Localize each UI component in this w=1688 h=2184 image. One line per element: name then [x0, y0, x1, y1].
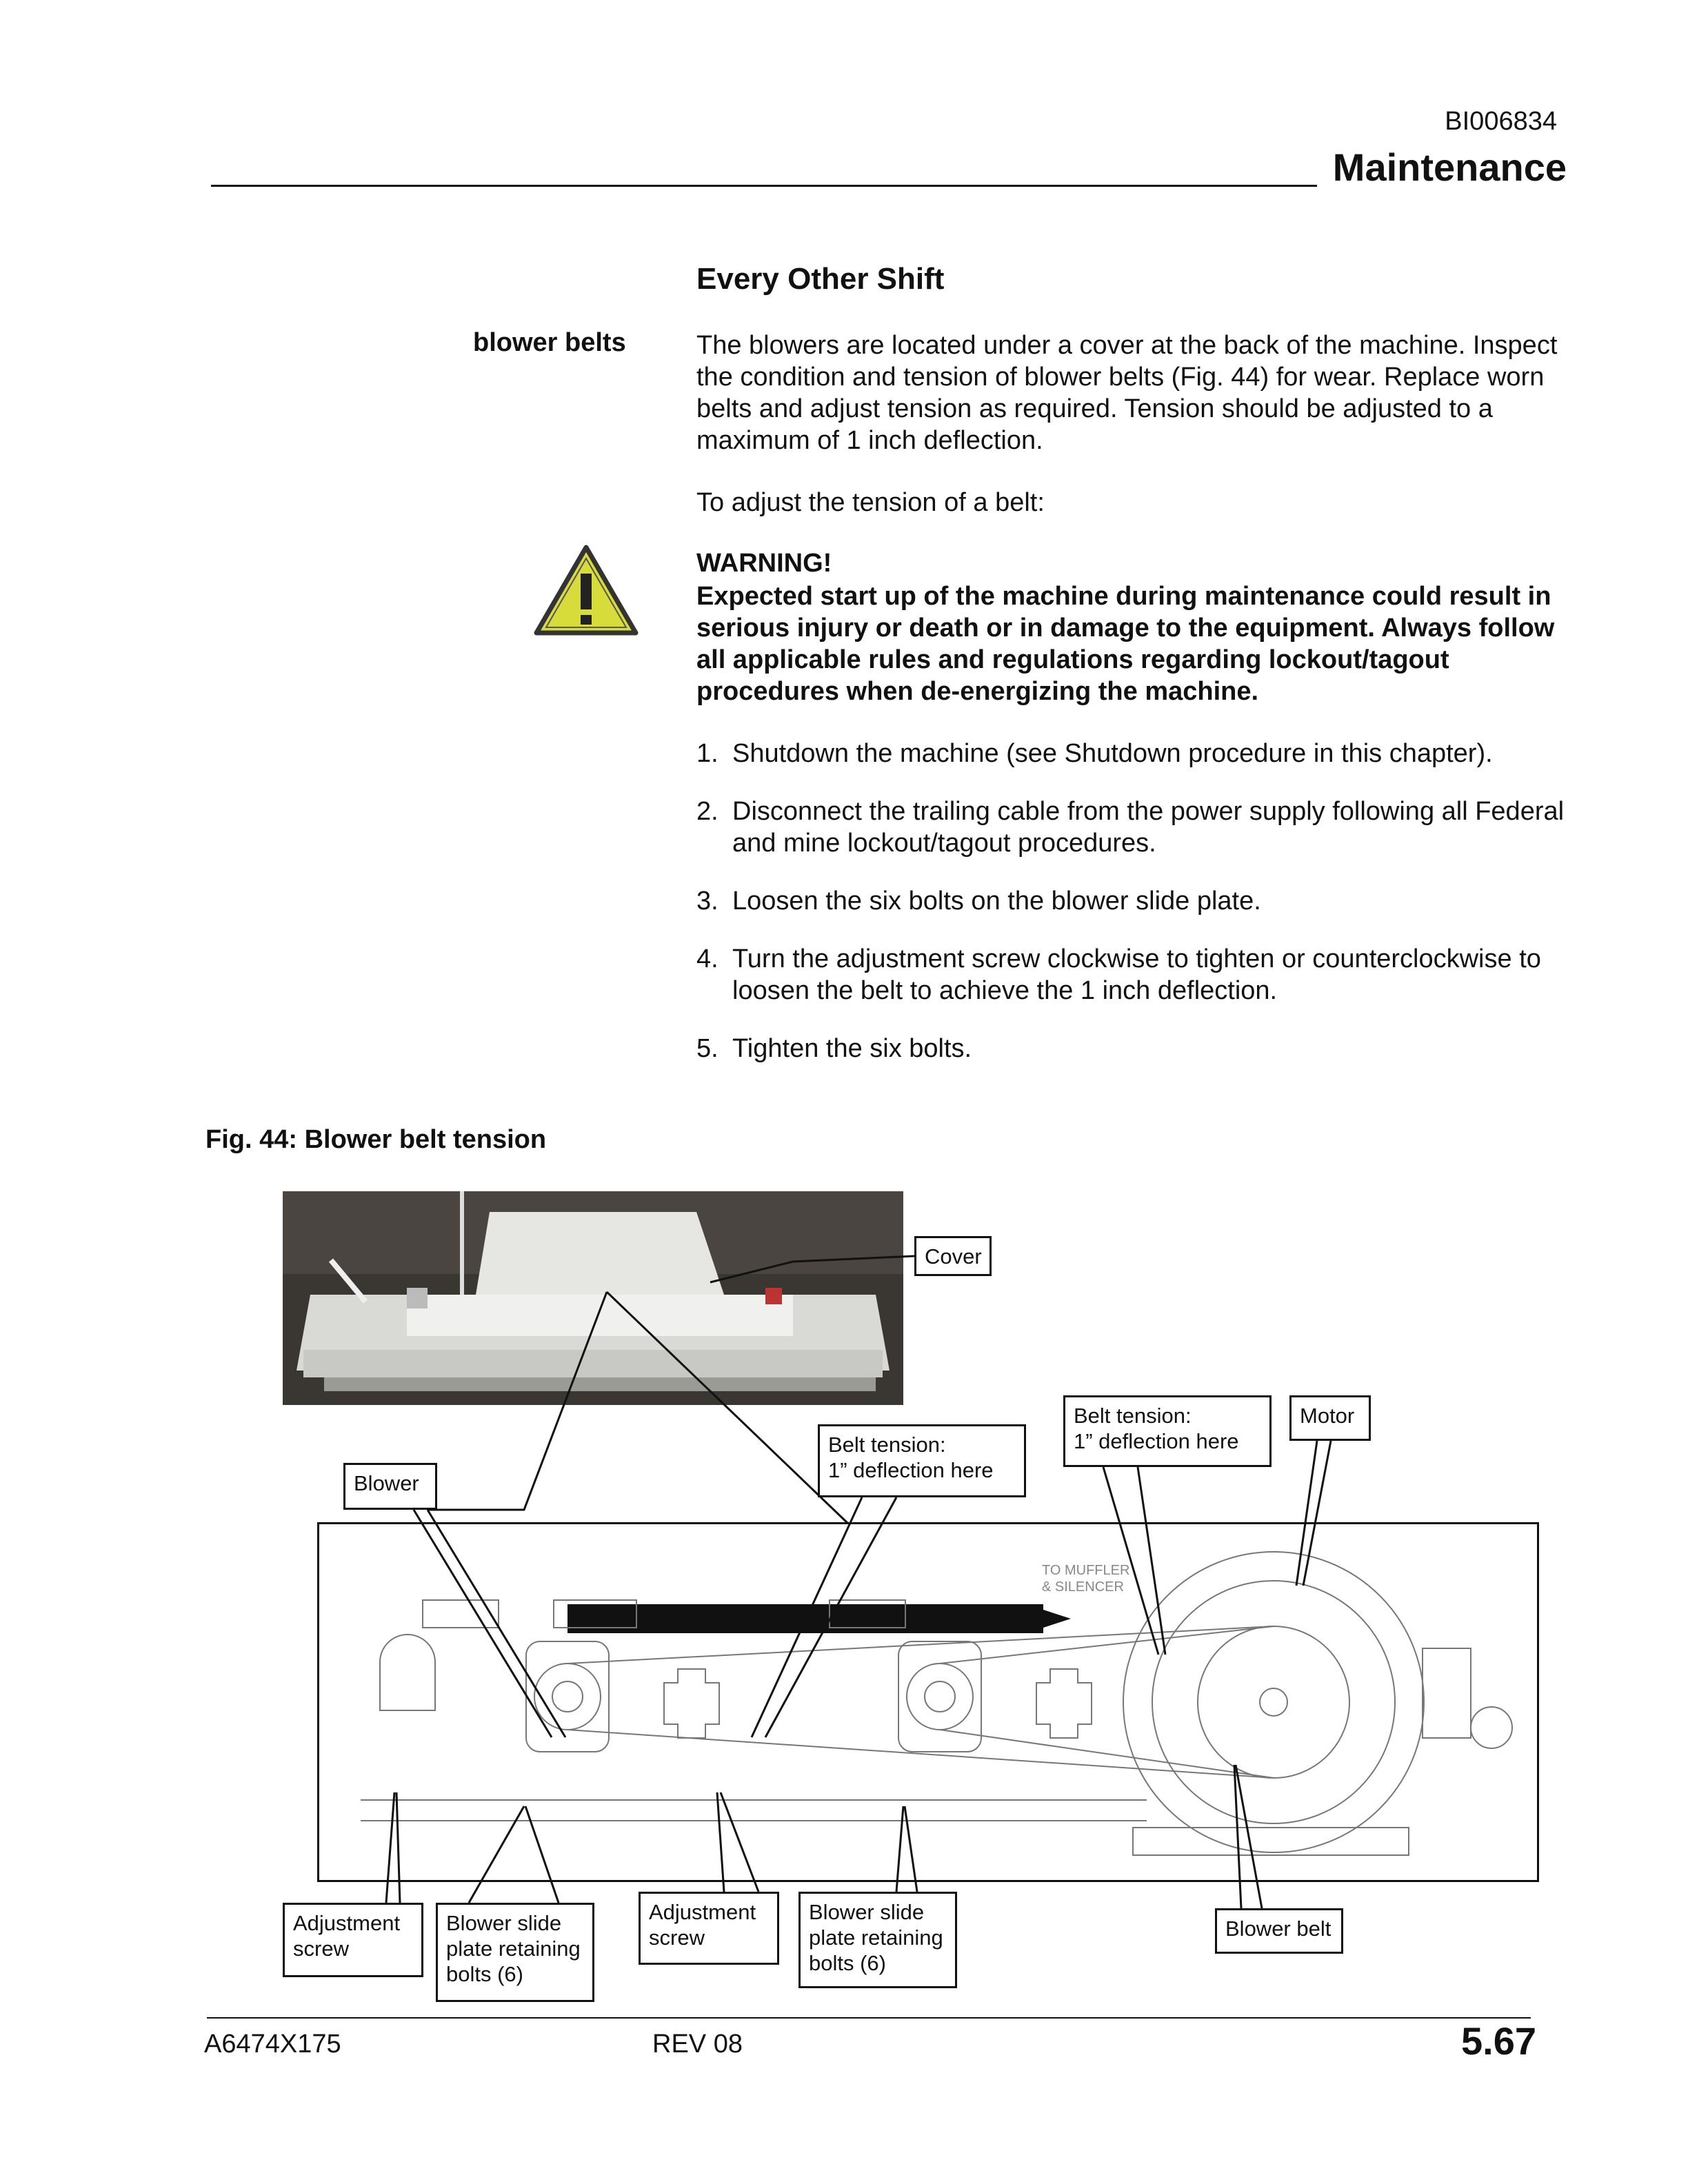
machine-photo: [283, 1191, 903, 1405]
step-text: Shutdown the machine (see Shutdown procedure in this chapter).: [732, 739, 1493, 768]
callout-blower: [343, 1463, 437, 1510]
footer-revision: REV 08: [652, 2030, 743, 2059]
callout-line: Adjustment: [649, 1900, 756, 1924]
step-number: 3.: [696, 887, 719, 916]
callout-blower-belt: [1215, 1908, 1343, 1954]
list-item: [696, 885, 1567, 917]
callout-line: Adjustment: [293, 1911, 401, 1935]
callout-cover-text: Cover: [925, 1244, 982, 1268]
callout-line: plate retaining: [446, 1937, 581, 1961]
footer-rule: [207, 2017, 1531, 2019]
figure-caption: Fig. 44: Blower belt tension: [205, 1125, 547, 1154]
callout-line: Blower slide: [446, 1911, 562, 1935]
list-item: [696, 943, 1567, 1007]
callout-belt-tension-right: [1063, 1395, 1272, 1467]
callout-line: screw: [293, 1937, 349, 1961]
callout-slide-plate-bolts-left: [436, 1903, 594, 2002]
callout-slide-plate-bolts-right: [798, 1892, 957, 1988]
step-text: Loosen the six bolts on the blower slide plate.: [732, 887, 1261, 916]
footer-doc-number: A6474X175: [204, 2030, 341, 2059]
warning-text: Expected start up of the machine during maintenance could result in serious injury or death or in damage to the equipment. Always follow all applicable rules and regulations regarding lockout/tagout procedures when de-energizing the machine.: [696, 582, 1555, 706]
callout-blower-belt-text: Blower belt: [1225, 1917, 1332, 1941]
step-text: Tighten the six bolts.: [732, 1034, 972, 1063]
document-id: BI006834: [1445, 107, 1557, 136]
step-number: 1.: [696, 739, 719, 768]
adjust-intro-paragraph: To adjust the tension of a belt:: [696, 488, 1045, 517]
side-label: blower belts: [473, 328, 626, 357]
callout-line: Belt tension:: [1074, 1404, 1192, 1428]
step-text: Turn the adjustment screw clockwise to tighten or counterclockwise to loosen the belt to achieve the 1 inch deflection.: [732, 944, 1541, 1005]
callout-motor: [1289, 1395, 1371, 1441]
intro-paragraph: The blowers are located under a cover at the back of the machine. Inspect the condition and tension of blower belts (Fig. 44) for wear. Replace worn belts and adjust tension as required. Tension should be adjusted to a maximum of 1 inch deflection.: [696, 331, 1558, 455]
callout-motor-text: Motor: [1300, 1404, 1355, 1428]
callout-cover: [914, 1236, 992, 1276]
muffler-label-line1: TO MUFFLER: [1042, 1563, 1130, 1578]
step-number: 2.: [696, 797, 719, 826]
header-rule: [211, 185, 1317, 187]
callout-line: plate retaining: [809, 1925, 943, 1950]
subsection-title: Every Other Shift: [696, 262, 945, 296]
blower-assembly-diagram: [317, 1522, 1539, 1882]
step-text: Disconnect the trailing cable from the power supply following all Federal and mine lockout/tagout procedures.: [732, 797, 1565, 858]
callout-line: bolts (6): [446, 1962, 523, 1986]
callout-blower-text: Blower: [354, 1471, 419, 1495]
procedure-steps: [696, 738, 1567, 1091]
step-number: 5.: [696, 1034, 719, 1063]
callout-adjustment-screw-left: [283, 1903, 423, 1977]
callout-line: Belt tension:: [828, 1433, 946, 1457]
list-item: [696, 796, 1567, 859]
page-number: 5.67: [1461, 2019, 1536, 2063]
callout-line: 1” deflection here: [1074, 1429, 1239, 1453]
callout-adjustment-screw-right: [639, 1892, 779, 1965]
list-item: [696, 1033, 1567, 1064]
callout-line: 1” deflection here: [828, 1458, 994, 1482]
muffler-label-line2: & SILENCER: [1042, 1579, 1124, 1595]
warning-heading: WARNING!: [696, 549, 832, 578]
callout-line: Blower slide: [809, 1900, 925, 1924]
callout-line: screw: [649, 1925, 705, 1950]
section-title: Maintenance: [1332, 145, 1567, 189]
list-item: [696, 738, 1567, 769]
step-number: 4.: [696, 944, 719, 973]
warning-triangle-icon: [532, 543, 640, 637]
callout-belt-tension-left: [818, 1424, 1026, 1497]
callout-line: bolts (6): [809, 1951, 886, 1975]
